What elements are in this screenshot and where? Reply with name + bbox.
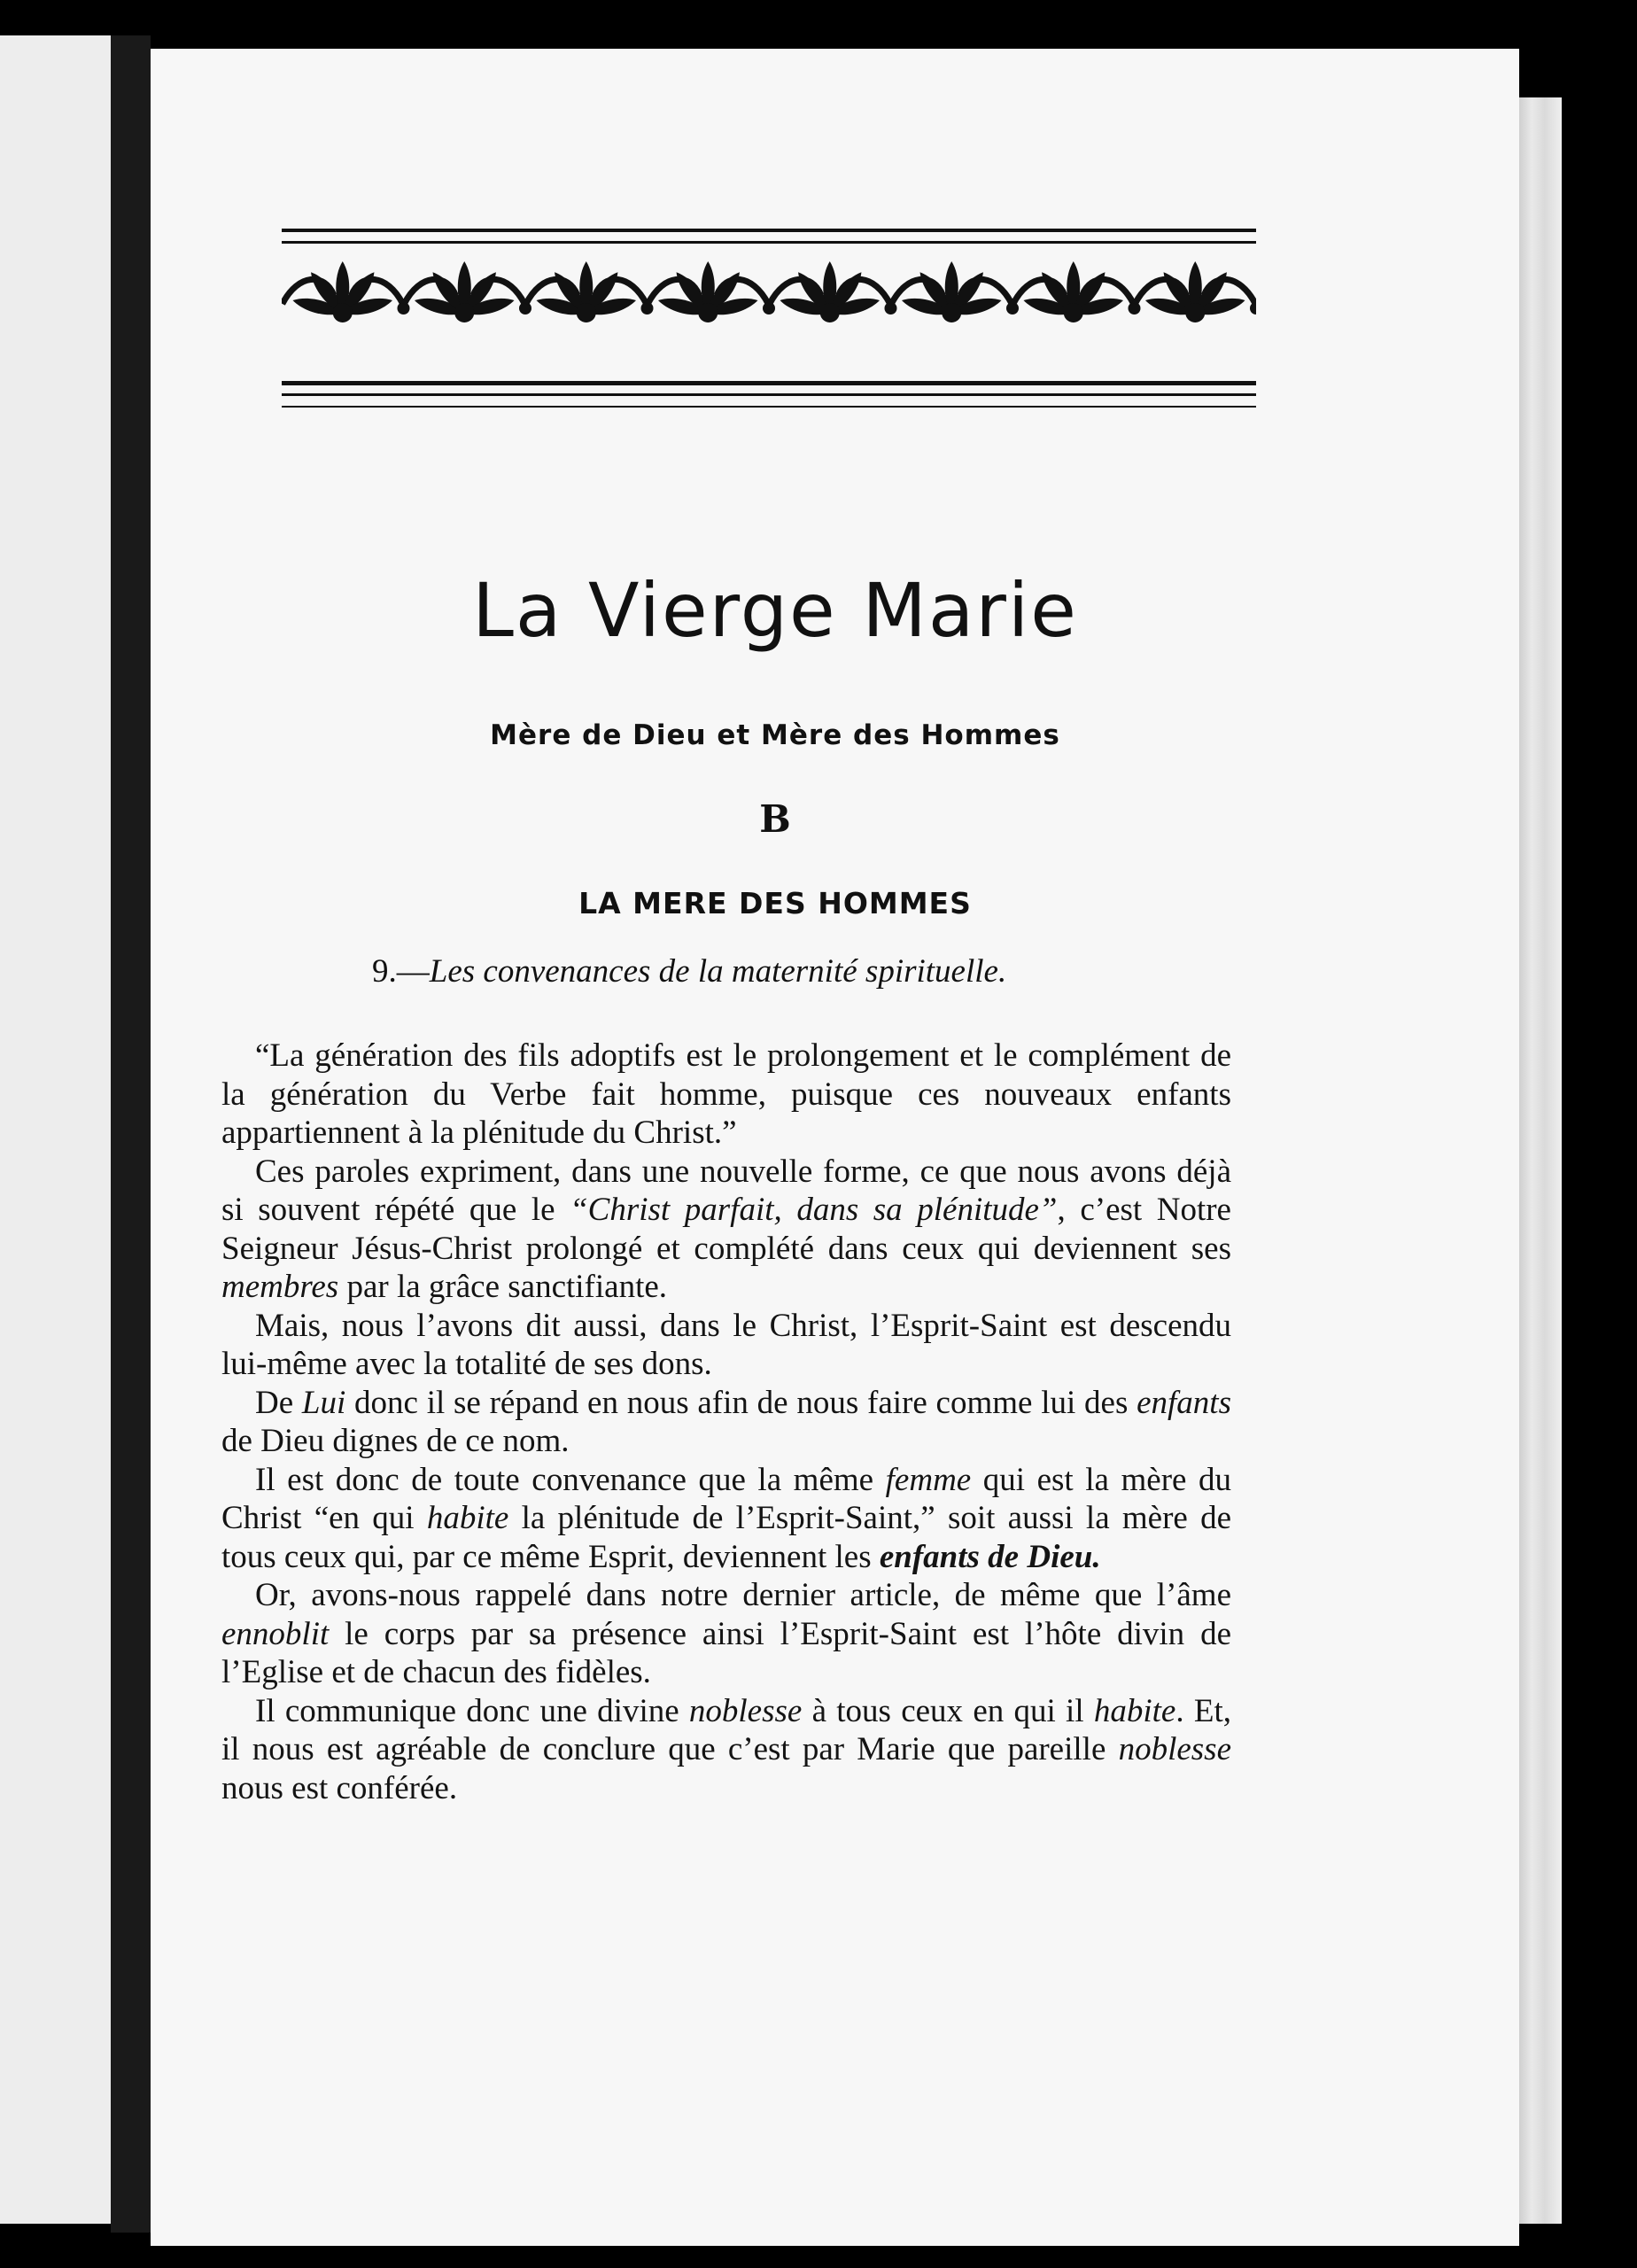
emphasized-text: “Christ parfait, dans sa plénitude” (570, 1192, 1058, 1228)
flower-motif (404, 261, 531, 322)
body-paragraph (221, 1153, 1231, 1307)
body-paragraph (221, 1692, 1231, 1808)
text-run: donc il se répand en nous afin de nous faire comme lui des (345, 1384, 1137, 1421)
page-stack-edge (1519, 97, 1562, 2224)
text-run: la plénitude de l’Esprit-Saint,” soit aussi la mère de tous ceux qui, par ce même Esprit, deviennent les (221, 1500, 1232, 1575)
text-run: par la grâce sanctifiante. (338, 1269, 668, 1305)
text-run: , c’est Notre Seigneur Jésus-Christ prolongé et complété dans ceux qui deviennent ses (221, 1192, 1231, 1267)
body-paragraph (221, 1461, 1231, 1577)
section-title: LA MERE DES HOMMES (578, 886, 972, 920)
text-run: Or, avons-nous rappelé dans notre dernier article, de même que l’âme (255, 1577, 1231, 1613)
body-paragraph (221, 1384, 1231, 1461)
chapter-number: 9.— (372, 953, 430, 990)
text-run: de Dieu dignes de ce nom. (221, 1423, 570, 1459)
flower-motif (526, 261, 654, 322)
ornament-rule-top-2 (282, 241, 1256, 244)
emphasized-text: noblesse (688, 1692, 803, 1729)
text-run: . Et, il nous est agréable de conclure que c’est par Marie que pareille (221, 1692, 1231, 1767)
text-run: qui est la mère du Christ “en qui (221, 1461, 1232, 1536)
flower-motif (891, 261, 1019, 322)
emphasized-text: noblesse (1118, 1731, 1231, 1767)
text-run: Il communique donc une divine (255, 1692, 689, 1729)
part-letter: B (759, 797, 791, 841)
book-gutter (111, 35, 151, 2233)
emphasized-text: Lui (301, 1384, 346, 1421)
body-paragraph (221, 1307, 1231, 1384)
flower-motif (1013, 261, 1141, 322)
ornament-rule-bottom-1 (282, 381, 1256, 385)
flower-motif (770, 261, 897, 322)
chapter-title: Les convenances de la maternité spirituelle. (429, 953, 1007, 990)
body-paragraph (221, 1037, 1231, 1153)
emphasized-text: membres (221, 1269, 339, 1305)
emphasized-text: habite (1093, 1692, 1176, 1729)
ornament-rule-bottom-2 (282, 393, 1256, 396)
emphasized-text: enfants de Dieu. (879, 1538, 1101, 1575)
text-run: à tous ceux en qui il (802, 1692, 1094, 1729)
body-text (221, 1037, 1231, 1807)
emphasized-text: habite (426, 1500, 509, 1536)
ornament-rule-top-1 (282, 229, 1256, 232)
flower-motif (1135, 261, 1256, 322)
scan-background (1562, 0, 1637, 2268)
facing-page-edge (0, 35, 111, 2224)
text-run: De (255, 1384, 302, 1421)
flower-motif (283, 261, 410, 322)
text-run: “La génération des fils adoptifs est le prolongement et le complément de la génération du Verbe fait homme, puisque ces nouveaux enfants appartiennent à la plénitude du Christ.” (221, 1037, 1231, 1151)
ornament-rule-bottom-3 (282, 406, 1256, 408)
emphasized-text: ennoblit (221, 1615, 330, 1652)
text-run: le corps par sa présence ainsi l’Esprit-Saint est l’hôte divin de l’Eglise et de chacun des fidèles. (221, 1615, 1231, 1690)
emphasized-text: femme (885, 1461, 972, 1498)
text-run: Il est donc de toute convenance que la même (255, 1461, 886, 1498)
flower-motif (648, 261, 775, 322)
text-run: Mais, nous l’avons dit aussi, dans le Christ, l’Esprit-Saint est descendu lui-même avec la totalité de ses dons. (221, 1307, 1231, 1382)
page-title: La Vierge Marie (472, 567, 1078, 654)
chapter-heading (372, 952, 1258, 990)
body-paragraph (221, 1576, 1231, 1692)
text-run: Ces paroles expriment, dans une nouvelle forme, ce que nous avons déjà si souvent répété que le (221, 1153, 1231, 1228)
emphasized-text: enfants (1137, 1384, 1231, 1421)
text-run: nous est conférée. (221, 1769, 458, 1806)
page-subtitle: Mère de Dieu et Mère des Hommes (490, 719, 1060, 751)
floral-ornament-band (282, 229, 1256, 441)
floral-vine-motifs (283, 261, 1256, 322)
